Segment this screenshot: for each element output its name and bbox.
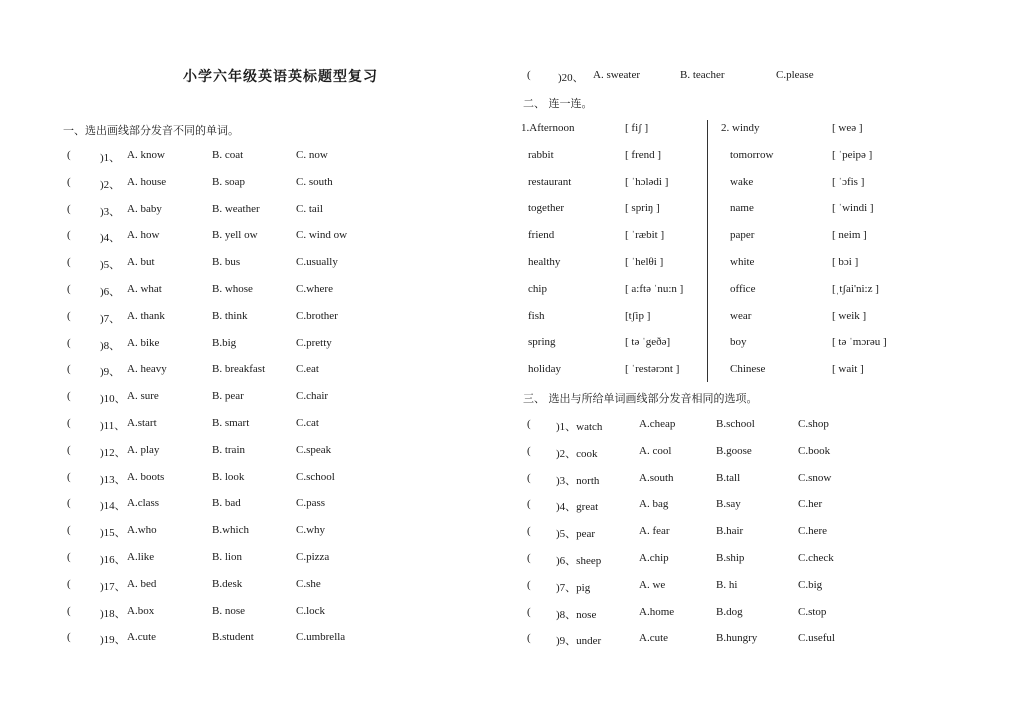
q20-number: )20、 — [558, 72, 584, 84]
answer-paren: ( — [67, 577, 71, 590]
option-c: C.useful — [798, 632, 835, 645]
option-c: C. tail — [296, 202, 323, 215]
match-word-left: healthy — [528, 256, 561, 268]
match-word-right: white — [730, 256, 755, 268]
q20-paren: ( — [527, 69, 531, 81]
answer-paren: ( — [67, 524, 71, 537]
section1-heading: 一、选出画线部分发音不同的单词。 — [63, 124, 239, 137]
option-a: A. cool — [639, 444, 672, 457]
option-c: C.speak — [296, 443, 332, 456]
answer-paren: ( — [527, 525, 531, 538]
option-b: B. yell ow — [212, 229, 258, 242]
option-b: B. train — [212, 443, 245, 456]
option-a: A. bike — [127, 336, 160, 349]
answer-paren: ( — [527, 444, 531, 457]
question-number: )15、 — [100, 527, 126, 540]
question-word: )2、cook — [556, 447, 598, 460]
option-a: A.start — [127, 417, 157, 429]
match-phonetic-right: [ weik ] — [832, 309, 867, 322]
answer-paren: ( — [527, 578, 531, 591]
question-number: )13、 — [100, 473, 126, 486]
option-a: A.who — [127, 524, 157, 537]
question-word: )6、sheep — [556, 555, 602, 567]
option-c: C.here — [798, 525, 828, 538]
answer-paren: ( — [67, 604, 71, 617]
option-b: B.student — [212, 631, 254, 644]
option-a: A. what — [127, 283, 162, 295]
column-divider — [707, 120, 708, 382]
option-a: A.box — [127, 604, 155, 617]
option-c: C.pizza — [296, 551, 330, 563]
option-b: B. bad — [212, 497, 241, 510]
option-b: B. think — [212, 309, 248, 322]
answer-paren: ( — [527, 632, 531, 645]
question-word: )8、nose — [556, 608, 597, 621]
match-phonetic-left: [ ˈræbit ] — [625, 229, 665, 242]
option-b: B.dog — [716, 605, 743, 618]
option-c: C.lock — [296, 604, 326, 617]
option-b: B.desk — [212, 577, 243, 590]
option-a: A.cheap — [639, 418, 676, 430]
match-phonetic-left: [ fiʃ ] — [625, 122, 649, 134]
match-word-right: tomorrow — [730, 148, 774, 161]
answer-paren: ( — [67, 631, 71, 644]
option-a: A.chip — [639, 552, 669, 564]
option-b: B.say — [716, 498, 741, 511]
match-phonetic-left: [ spriŋ ] — [625, 202, 660, 215]
question-word: )5、pear — [556, 528, 596, 541]
option-a: A.south — [639, 471, 674, 484]
question-number: )2、 — [100, 178, 121, 191]
match-word-right: name — [730, 202, 754, 215]
question-number: )9、 — [100, 366, 121, 379]
question-number: )4、 — [100, 232, 121, 245]
option-c: C.cat — [296, 417, 319, 429]
question-number: )12、 — [100, 446, 126, 459]
option-b: B. lion — [212, 551, 242, 563]
match-word-left: 1.Afternoon — [521, 122, 575, 134]
option-b: B. weather — [212, 202, 260, 215]
match-word-left: restaurant — [528, 175, 572, 188]
option-b: B.big — [212, 336, 237, 349]
option-a: A.cute — [639, 632, 669, 645]
match-word-right: wake — [730, 175, 754, 188]
option-a: A.class — [127, 497, 160, 510]
option-a: A.like — [127, 551, 155, 563]
question-word: )7、pig — [556, 581, 591, 594]
section3-heading: 三、 选出与所给单词画线部分发音相同的选项。 — [523, 392, 758, 405]
match-phonetic-right: [ˌtʃai'ni:z ] — [832, 282, 879, 295]
question-number: )19、 — [100, 634, 126, 647]
question-number: )11、 — [100, 420, 126, 432]
match-phonetic-left: [ ˈrestərɔnt ] — [625, 363, 680, 376]
answer-paren: ( — [527, 552, 531, 564]
option-c: C.shop — [798, 418, 829, 430]
answer-paren: ( — [67, 417, 71, 429]
match-word-left: holiday — [528, 363, 561, 376]
answer-paren: ( — [67, 256, 71, 269]
match-word-right: wear — [730, 309, 752, 322]
question-number: )14、 — [100, 500, 126, 513]
option-a: A. house — [127, 175, 167, 188]
option-c: C.check — [798, 552, 834, 564]
answer-paren: ( — [67, 390, 71, 403]
match-word-left: rabbit — [528, 148, 554, 161]
answer-paren: ( — [527, 605, 531, 618]
option-c: C.eat — [296, 363, 319, 376]
option-c: C.her — [798, 498, 823, 511]
match-word-left: chip — [528, 282, 547, 295]
option-a: A. how — [127, 229, 160, 242]
option-b: B.hungry — [716, 632, 758, 645]
answer-paren: ( — [527, 418, 531, 430]
answer-paren: ( — [67, 229, 71, 242]
option-c: C. wind ow — [296, 229, 348, 242]
section2-heading: 二、 连一连。 — [523, 97, 593, 110]
option-b: B. breakfast — [212, 363, 266, 376]
answer-paren: ( — [67, 202, 71, 215]
option-a: A.cute — [127, 631, 157, 644]
question-number: )16、 — [100, 554, 126, 566]
option-c: C.pretty — [296, 336, 332, 349]
q20-option-a: A. sweater — [593, 69, 641, 81]
option-c: C. south — [296, 175, 333, 188]
option-c: C.chair — [296, 390, 329, 403]
answer-paren: ( — [67, 309, 71, 322]
option-b: B. smart — [212, 417, 250, 429]
answer-paren: ( — [67, 283, 71, 295]
option-a: A. fear — [639, 525, 670, 538]
option-c: C. now — [296, 149, 328, 161]
question-number: )17、 — [100, 580, 126, 593]
option-b: B. look — [212, 470, 245, 483]
option-c: C.school — [296, 470, 335, 483]
option-b: B. whose — [212, 283, 253, 295]
option-a: A.home — [639, 605, 675, 618]
match-phonetic-left: [ ˈhɔlədi ] — [625, 175, 669, 188]
question-number: )10、 — [100, 393, 126, 406]
answer-paren: ( — [67, 149, 71, 161]
answer-paren: ( — [67, 551, 71, 563]
option-b: B.tall — [716, 471, 741, 484]
answer-paren: ( — [67, 336, 71, 349]
option-b: B.ship — [716, 552, 745, 564]
match-word-left: fish — [528, 309, 545, 322]
answer-paren: ( — [67, 175, 71, 188]
match-phonetic-left: [ ˈhelθi ] — [625, 256, 664, 268]
option-c: C.umbrella — [296, 631, 346, 644]
match-phonetic-left: [tʃip ] — [625, 309, 651, 322]
match-word-right: Chinese — [730, 363, 766, 376]
option-c: C.she — [296, 577, 321, 590]
option-c: C.brother — [296, 309, 338, 322]
match-phonetic-right: [ ˈwindi ] — [832, 202, 874, 215]
page-title: 小学六年级英语英标题型复习 — [183, 69, 378, 85]
match-phonetic-left: [ tə ˈgeðə] — [625, 336, 671, 349]
q20-option-b: B. teacher — [680, 69, 725, 81]
match-phonetic-left: [ a:ftə ˈnu:n ] — [625, 282, 684, 295]
match-phonetic-right: [ ˈpeipə ] — [832, 148, 873, 161]
match-word-right: boy — [730, 336, 747, 349]
match-word-right: 2. windy — [721, 122, 760, 134]
answer-paren: ( — [67, 470, 71, 483]
answer-paren: ( — [67, 443, 71, 456]
option-b: B.hair — [716, 525, 744, 538]
option-a: A. know — [127, 149, 165, 161]
option-b: B.goose — [716, 444, 752, 457]
question-number: )8、 — [100, 339, 121, 352]
option-b: B.which — [212, 524, 249, 537]
option-b: B. coat — [212, 149, 244, 161]
option-a: A. we — [639, 578, 666, 591]
answer-paren: ( — [527, 498, 531, 511]
option-a: A. thank — [127, 309, 165, 322]
option-c: C.why — [296, 524, 326, 537]
question-word: )3、north — [556, 474, 600, 487]
option-a: A. sure — [127, 390, 159, 403]
option-b: B. bus — [212, 256, 241, 269]
answer-paren: ( — [67, 363, 71, 376]
question-number: )7、 — [100, 312, 121, 325]
option-a: A. baby — [127, 202, 162, 215]
match-word-left: spring — [528, 336, 556, 349]
option-c: C.stop — [798, 605, 827, 618]
option-a: A. but — [127, 256, 155, 269]
option-a: A. play — [127, 443, 160, 456]
match-word-right: paper — [730, 229, 755, 242]
option-b: B. pear — [212, 390, 244, 403]
option-c: C.usually — [296, 256, 338, 269]
option-b: B.school — [716, 418, 755, 430]
option-a: A. heavy — [127, 363, 167, 376]
match-phonetic-right: [ ˈɔfis ] — [832, 175, 865, 188]
question-number: )18、 — [100, 607, 126, 620]
option-b: B. nose — [212, 604, 245, 617]
option-a: A. boots — [127, 470, 165, 483]
match-phonetic-right: [ bɔi ] — [832, 256, 859, 268]
match-phonetic-right: [ weə ] — [832, 122, 863, 134]
option-b: B. soap — [212, 175, 245, 188]
question-number: )6、 — [100, 286, 121, 298]
match-phonetic-right: [ wait ] — [832, 363, 864, 376]
match-phonetic-left: [ frend ] — [625, 148, 662, 161]
option-b: B. hi — [716, 578, 738, 591]
question-number: )1、 — [100, 152, 121, 164]
option-c: C.big — [798, 578, 823, 591]
option-c: C.book — [798, 444, 831, 457]
answer-paren: ( — [67, 497, 71, 510]
question-number: )3、 — [100, 205, 121, 218]
match-word-left: friend — [528, 229, 555, 242]
option-a: A. bed — [127, 577, 157, 590]
answer-paren: ( — [527, 471, 531, 484]
match-phonetic-right: [ neim ] — [832, 229, 867, 242]
question-word: )4、great — [556, 501, 599, 514]
question-number: )5、 — [100, 259, 121, 272]
option-c: C.where — [296, 283, 333, 295]
match-phonetic-right: [ tə ˈmɔrəu ] — [832, 336, 887, 349]
option-a: A. bag — [639, 498, 669, 511]
option-c: C.pass — [296, 497, 326, 510]
match-word-right: office — [730, 282, 756, 295]
q20-option-c: C.please — [776, 69, 814, 81]
question-word: )1、watch — [556, 421, 603, 433]
option-c: C.snow — [798, 471, 832, 484]
match-word-left: together — [528, 202, 565, 215]
question-word: )9、under — [556, 635, 602, 648]
